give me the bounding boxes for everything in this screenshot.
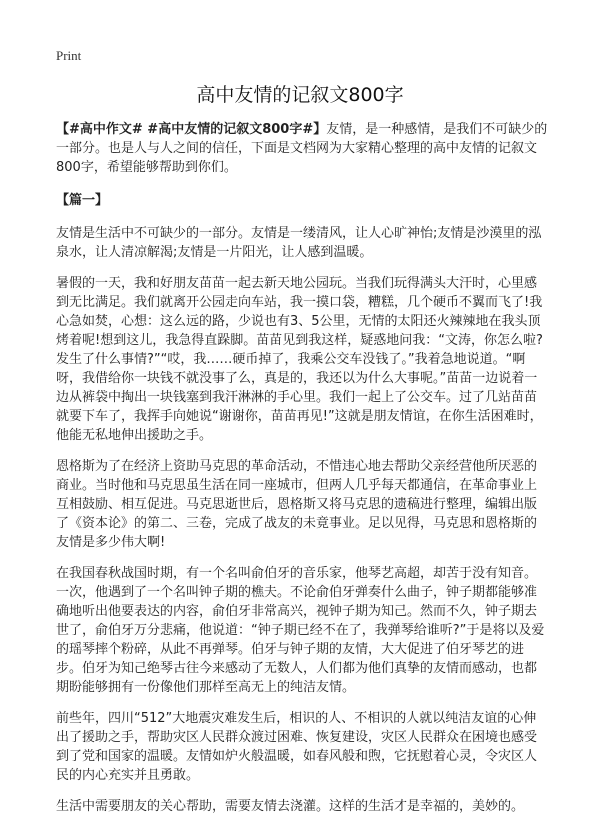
article-title: 高中友情的记叙文800字 [196, 84, 404, 106]
paragraph-6: 生活中需要朋友的关心帮助，需要友情去浇灌。这样的生活才是幸福的，美妙的。 [56, 799, 525, 814]
paragraph-2: 暑假的一天，我和好朋友苗苗一起去新天地公园玩。当我们玩得满头大汗时，心里感到无比满足。我们就离开公园走向车站，我一摸口袋，糟糕，几个硬币不翼而飞了!我心急如焚，心想：这么远的路，少说也有3、5公里，无情的太阳还火辣辣地在我头顶烤着呢!想到这儿，我急得直跺脚。苗苗见到我这样，疑惑地问我：“文涛，你怎么啦?发生了什么事情?”“哎，我……硬币掉了，我乘公交车没钱了。”我着急地说道。“啊呀，我借给你一块钱不就没事了么，真是的，我还以为什么大事呢。”苗苗一边说着一边从裤袋中掏出一块钱塞到我汗淋淋的手心里。我们一起上了公交车。过了几站苗苗就要下车了，我挥手向她说“谢谢你，苗苗再见!”这就是朋友情谊，在你生活困难时，他能无私地伸出援助之手。 [56, 276, 543, 443]
print-link[interactable]: Print [56, 48, 82, 63]
section-title: 【篇一】 [56, 193, 109, 208]
paragraph-5: 前些年，四川“512”大地震灾难发生后，相识的人、不相识的人就以纯洁友谊的心伸出了援助之手，帮助灾区人民群众渡过困难、恢复建设，灾区人民群众在困境也感受到了党和国家的温暖。友情如炉火般温暖，如春风般和煦，它抚慰着心灵，令灾区人民的内心充实并且勇敢。 [56, 711, 538, 783]
intro-tag: 【#高中作文# #高中友情的记叙文800字#】 [56, 122, 327, 137]
paragraph-1: 友情是生活中不可缺少的一部分。友情是一缕清风，让人心旷神怡;友情是沙漠里的泓泉水，让人清凉解渴;友情是一片阳光，让人感到温暖。 [56, 226, 542, 260]
intro-text: 友情，是一种感情，是我们不可缺少的一部分。也是人与人之间的信任，下面是文档网为大家精心整理的高中友情的记叙文800字，希望能够帮助到你们。 [56, 122, 548, 175]
article-intro [56, 120, 548, 177]
paragraph-4: 在我国春秋战国时期，有一个名叫俞伯牙的音乐家，他琴艺高超，却苦于没有知音。一次，他遇到了一个名叫钟子期的樵夫。不论俞伯牙弹奏什么曲子，钟子期都能够准确地听出他要表达的内容，俞伯牙非常高兴，视钟子期为知己。然而不久，钟子期去世了，俞伯牙万分悲痛，他说道：“钟子期已经不在了，我弹琴给谁听?”于是将以及爱的瑶琴摔个粉碎，从此不再弹琴。伯牙与钟子期的友情，大大促进了伯牙琴艺的进步。伯牙为知己绝琴古往今来感动了无数人，人们都为他们真挚的友情而感动，也都期盼能够拥有一份像他们那样至高无上的纯洁友情。 [56, 566, 545, 695]
paragraph-3: 恩格斯为了在经济上资助马克思的革命活动，不惜违心地去帮助父亲经营他所厌恶的商业。当时他和马克思虽生活在同一座城市，但两人几乎每天都通信，在革命事业上互相鼓励、相互促进。马克思逝世后，恩格斯又将马克思的遗稿进行整理，编辑出版了《资本论》的第二、三卷，完成了战友的未竟事业。足以见得，马克思和恩格斯的友情是多少伟大啊! [56, 459, 538, 550]
article-body [56, 120, 548, 828]
